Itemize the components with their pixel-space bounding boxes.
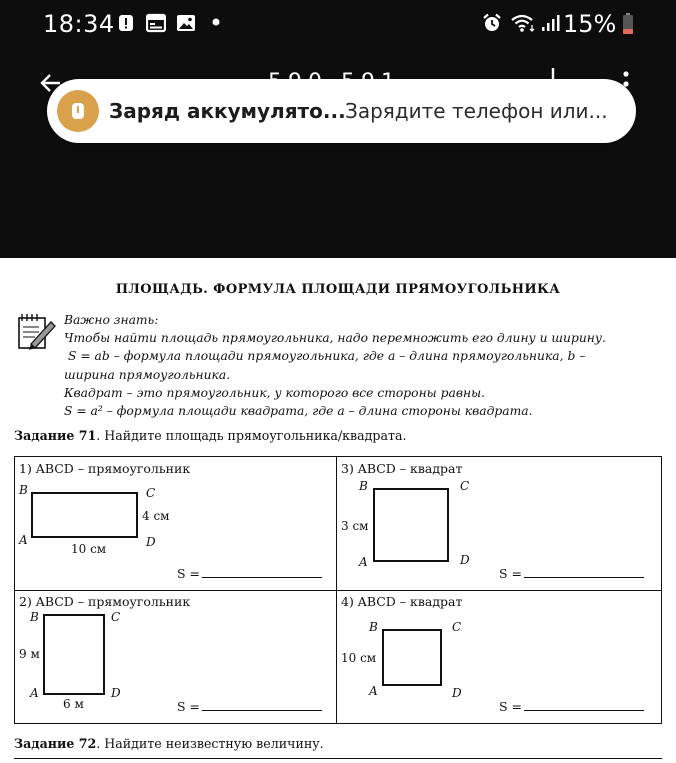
vertex-a: A [30,686,39,700]
vertex-b: B [369,620,378,634]
cell-2-rectangle [15,591,336,724]
side-length: 10 см [71,542,107,556]
vertex-c: C [146,486,156,500]
battery-icon [622,13,634,35]
cell-label: 2) ABCD – прямоугольник [19,594,191,609]
task-72-number: Задание 72 [14,736,97,751]
vertex-b: B [359,479,368,493]
vertex-b: B [30,610,39,624]
task-71 [14,428,406,443]
worksheet-page [0,258,676,763]
alarm-icon [482,13,502,33]
task-72 [14,736,324,751]
cell-4-square [337,591,663,724]
answer-label: S = [499,699,523,714]
top-dark-area [0,0,676,258]
answer-label: S = [499,566,523,581]
image-icon [176,13,196,33]
battery-warning-icon [57,90,99,132]
info-line: ширина прямоугольника. [64,367,231,382]
worksheet-heading: ПЛОЩАДЬ. ФОРМУЛА ПЛОЩАДИ ПРЯМОУГОЛЬНИКА [115,282,561,297]
vertex-d: D [460,553,470,567]
cell-label: 3) ABCD – квадрат [341,461,463,476]
notification-body: Зарядите телефон или... [345,99,608,123]
battery-percent: 15% [563,10,617,38]
cell-1-rectangle [15,457,336,590]
info-line: Чтобы найти площадь прямоугольника, надо перемножить его длину и ширину. [64,331,606,346]
vertex-d: D [452,686,462,700]
vertex-c: C [460,479,470,493]
side-length: 3 см [341,519,369,533]
rectangle-figure [43,614,105,695]
battery-notification[interactable] [47,79,636,143]
signal-icon [540,13,560,33]
alert-icon [118,13,134,33]
square-formula-line: S = a² – формула площади квадрата, где a – длина стороны квадрата. [64,404,533,419]
answer-line [524,568,644,578]
task-71-table [14,456,662,724]
vertex-a: A [369,684,378,698]
task-71-number: Задание 71 [14,428,97,443]
bottom-rule [14,758,662,759]
status-bar [0,0,676,46]
answer-line [524,701,644,711]
vertex-d: D [146,535,156,549]
vertex-a: A [19,533,28,547]
vertex-d: D [111,686,121,700]
vertex-b: B [19,483,28,497]
answer-field[interactable] [177,566,322,581]
answer-label: S = [177,566,201,581]
answer-field[interactable] [499,566,644,581]
info-title: Важно знать: [64,313,159,327]
pencil-note-icon [15,310,57,352]
answer-field[interactable] [177,699,322,714]
square-figure [382,629,442,686]
answer-field[interactable] [499,699,644,714]
square-figure [373,488,449,562]
side-length: 6 м [63,697,84,711]
vertex-c: C [452,620,462,634]
side-length: 9 м [19,647,40,661]
calendar-icon [146,13,166,33]
answer-line [202,701,322,711]
task-71-text: . Найдите площадь прямоугольника/квадрата. [96,428,407,443]
cell-3-square [337,457,663,590]
cell-label: 1) ABCD – прямоугольник [19,461,191,476]
wifi-icon [510,13,536,33]
vertex-a: A [359,555,368,569]
dot-icon [212,18,220,26]
side-length: 10 см [341,651,377,665]
side-length: 4 см [142,509,170,523]
task-72-text: . Найдите неизвестную величину. [96,736,324,751]
status-time: 18:34 [43,10,115,38]
notification-title: Заряд аккумулято... [109,99,346,123]
cell-label: 4) ABCD – квадрат [341,594,463,609]
answer-line [202,568,322,578]
vertex-c: C [111,610,121,624]
answer-label: S = [177,699,201,714]
info-line: Квадрат – это прямоугольник, у которого все стороны равны. [64,385,485,400]
rectangle-figure [31,492,138,538]
rectangle-formula-line: S = ab – формула площади прямоугольника, где a – длина прямоугольника, b – [68,349,586,364]
info-block [64,311,664,420]
